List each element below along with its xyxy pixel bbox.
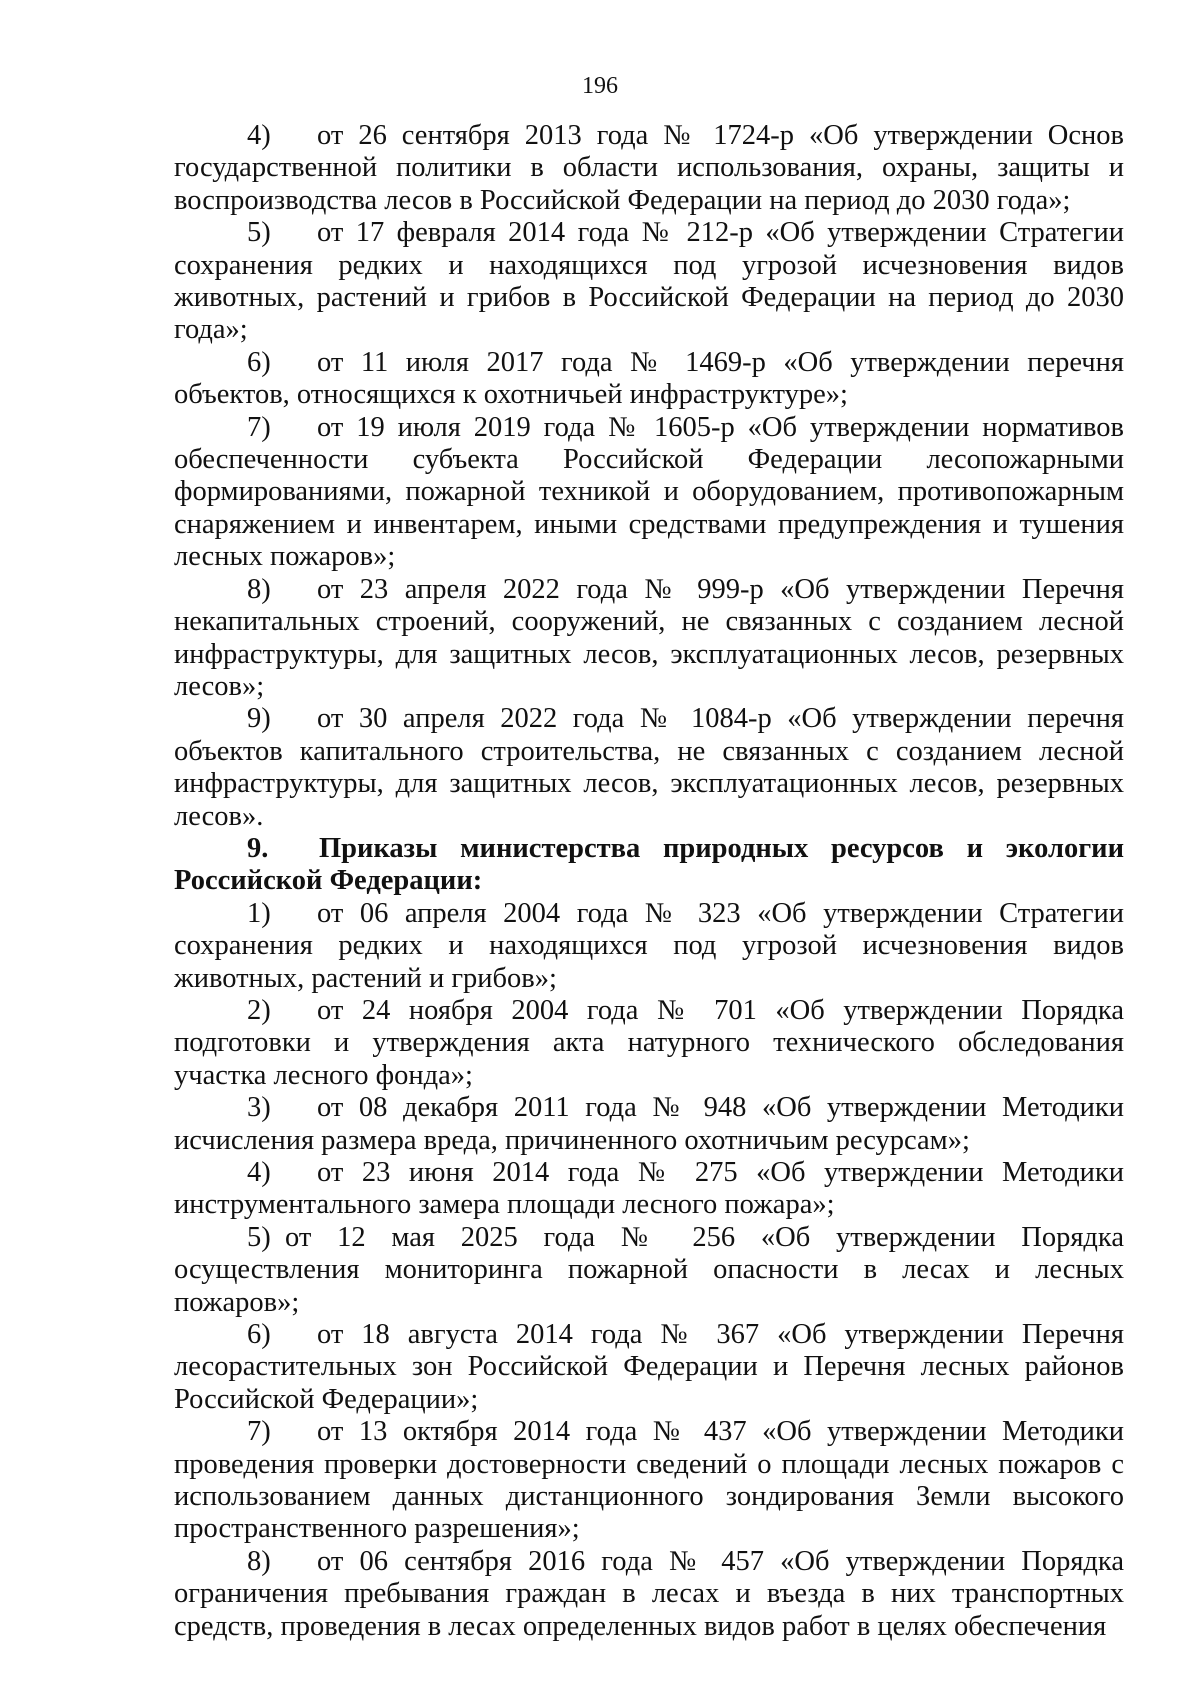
list-item [174,703,1124,833]
item-text: от 18 августа 2014 года № 367 «Об утверждении Перечня лесорастительных зон Российской Федерации и Перечня лесных районов Российской Федерации»; [174,1319,1124,1415]
item-text: от 30 апреля 2022 года № 1084-р «Об утверждении перечня объектов капитального строительства, не связанных с созданием лесной инфраструктуры, для защитных лесов, эксплуатационных лесов, резервных лесов». [174,703,1124,832]
item-number: 4) [247,120,271,151]
item-text: от 12 мая 2025 года № 256 «Об утверждении Порядка осуществления мониторинга пожарной опасности в лесах и лесных пожаров»; [174,1221,1124,1318]
list-item [174,347,1124,412]
item-text: от 19 июля 2019 года № 1605-р «Об утверждении нормативов обеспеченности субъекта Российской Федерации лесопожарными формированиями, пожарной техникой и оборудованием, противопожарным снаряжением и инвентарем, иными средствами предупреждения и тушения лесных пожаров»; [174,411,1124,573]
item-text: от 13 октября 2014 года № 437 «Об утверждении Методики проведения проверки достоверности сведений о площади лесных пожаров с использованием данных дистанционного зондирования Земли высокого пространственного разрешения»; [174,1416,1124,1545]
list-item [174,995,1124,1092]
item-text: от 06 апреля 2004 года № 323 «Об утверждении Стратегии сохранения редких и находящихся под угрозой исчезновения видов животных, растений и грибов»; [174,897,1124,994]
section-heading [174,833,1124,898]
item-text: от 06 сентября 2016 года № 457 «Об утверждении Порядка ограничения пребывания граждан в лесах и въезда в них транспортных средств, проведения в лесах определенных видов работ в целях обеспечения [174,1545,1124,1642]
section-number: 9. [247,832,269,864]
document-body [174,120,1124,1643]
item-number: 3) [247,1092,271,1124]
item-number: 1) [247,897,271,929]
list-item [174,120,1124,217]
item-number: 4) [247,1157,271,1188]
item-text: от 24 ноября 2004 года № 701 «Об утверждении Порядка подготовки и утверждения акта натурного технического обследования участка лесного фонда»; [174,994,1124,1091]
list-item [174,412,1124,574]
item-number: 6) [247,346,271,378]
list-item [174,1546,1124,1643]
list-item [174,1319,1124,1416]
item-text: от 11 июля 2017 года № 1469-р «Об утверждении перечня объектов, относящихся к охотничьей инфраструктуре»; [174,346,1124,411]
item-text: от 08 декабря 2011 года № 948 «Об утверждении Методики исчисления размера вреда, причиненного охотничьим ресурсам»; [174,1092,1124,1156]
section-title: Приказы министерства природных ресурсов и экологии Российской Федерации: [174,832,1124,897]
list-item [174,1157,1124,1222]
item-number: 2) [247,994,271,1026]
page-number: 196 [582,73,618,99]
item-number: 7) [247,411,271,443]
item-text: от 23 июня 2014 года № 275 «Об утверждении Методики инструментального замера площади лесного пожара»; [174,1157,1124,1221]
item-number: 5) [247,217,271,249]
item-number: 6) [247,1319,271,1351]
item-text: от 23 апреля 2022 года № 999-р «Об утверждении Перечня некапитальных строений, сооружений, не связанных с созданием лесной инфраструктуры, для защитных лесов, эксплуатационных лесов, резервных лесов»; [174,573,1124,702]
item-number: 8) [247,1545,271,1577]
item-text: от 26 сентября 2013 года № 1724-р «Об утверждении Основ государственной политики в области использования, охраны, защиты и воспроизводства лесов в Российской Федерации на период до 2030 года»; [174,120,1124,216]
list-item [174,1092,1124,1157]
item-number: 7) [247,1416,271,1448]
item-number: 5) [247,1221,271,1253]
list-item [174,1416,1124,1546]
list-item [174,574,1124,704]
list-item [174,217,1124,347]
item-text: от 17 февраля 2014 года № 212-р «Об утверждении Стратегии сохранения редких и находящихся под угрозой исчезновения видов животных, растений и грибов в Российской Федерации на период до 2030 года»; [174,217,1124,346]
item-number: 8) [247,573,271,605]
item-number: 9) [247,703,271,735]
list-item [174,1222,1124,1319]
list-item [174,898,1124,995]
